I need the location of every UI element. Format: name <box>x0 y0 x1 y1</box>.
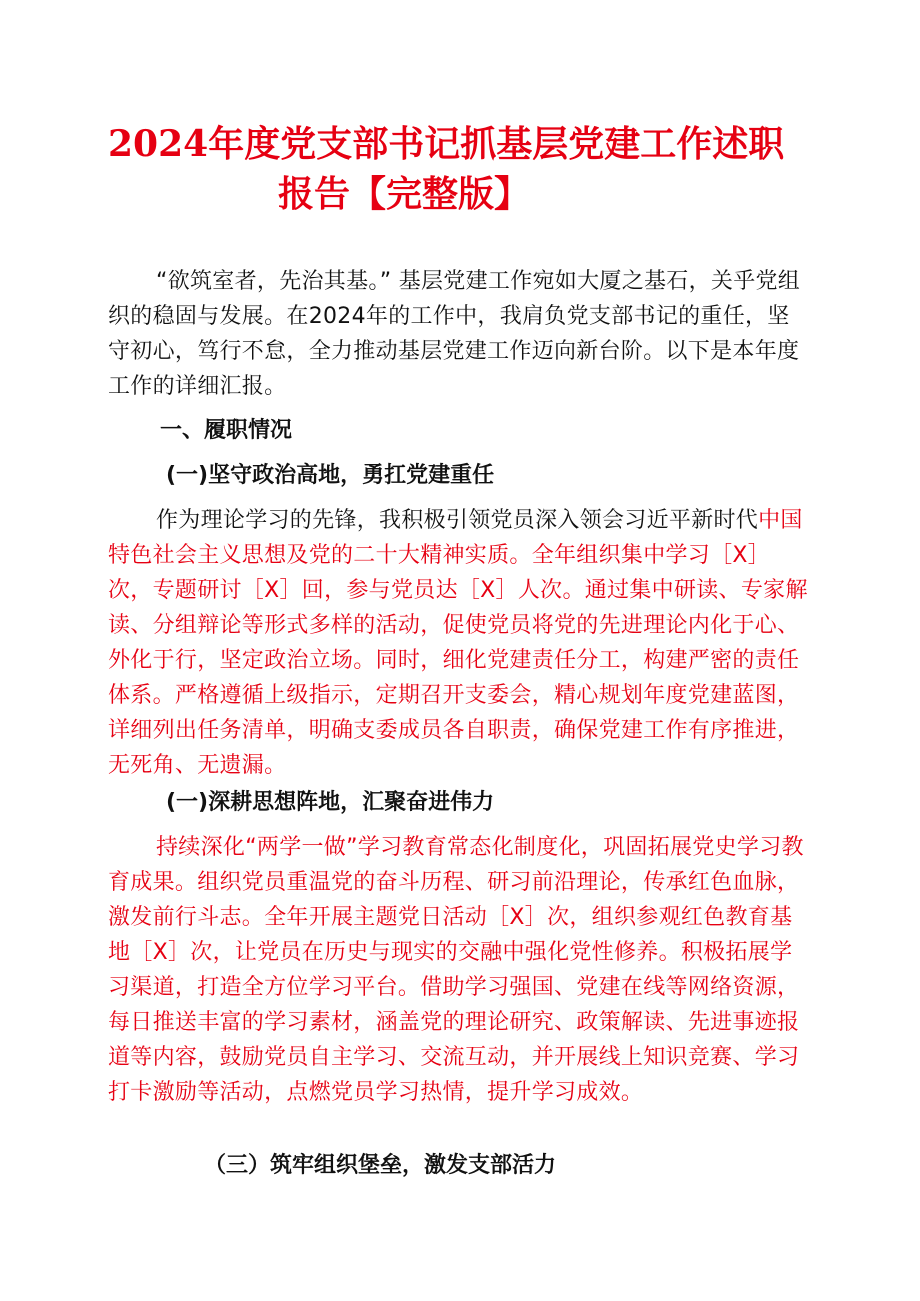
subsection-1-text-red: 中国特色社会主义思想及党的二十大精神实质。全年组织集中学习［X］次，专题研讨［X］回，参与党员达［X］人次。通过集中研读、专家解读、分组辩论等形式多样的活动，促使党员将党的先进理论内化于心、外化于行，坚定政治立场。同时，细化党建责任分工，构建严密的责任体系。严格遵循上级指示，定期召开支委会，精心规划年度党建蓝图，详细列出任务清单，明确支委成员各自职责，确保党建工作有序推进，无死角、无遗漏。 <box>108 508 808 778</box>
subsection-2-paragraph: 持续深化“两学一做”学习教育常态化制度化，巩固拓展党史学习教育成果。组织党员重温党的奋斗历程、研习前沿理论，传承红色血脉，激发前行斗志。全年开展主题党日活动［X］次，组织参观红色教育基地［X］次，让党员在历史与现实的交融中强化党性修养。积极拓展学习渠道，打造全方位学习平台。借助学习强国、党建在线等网络资源，每日推送丰富的学习素材，涵盖党的理论研究、政策解读、先进事迹报道等内容，鼓励党员自主学习、交流互动，并开展线上知识竞赛、学习打卡激励等活动，点燃党员学习热情，提升学习成效。 <box>108 835 804 1105</box>
subsection-1-paragraph <box>108 503 808 783</box>
subsection-heading-1: (一)坚守政治高地，勇扛党建重任 <box>166 463 495 488</box>
subsection-heading-3: （三）筑牢组织堡垒，激发支部活力 <box>204 1153 557 1178</box>
document-title-line1: 2024年度党支部书记抓基层党建工作述职 <box>108 123 785 165</box>
section-heading-1: 一、履职情况 <box>160 418 293 443</box>
document-title-line2: 报告【完整版】 <box>278 173 531 215</box>
intro-paragraph: “欲筑室者，先治其基。” 基层党建工作宛如大厦之基石，关乎党组织的稳固与发展。在2024年的工作中，我肩负党支部书记的重任，坚守初心，笃行不怠，全力推动基层党建工作迈向新台阶。以下是本年度工作的详细汇报。 <box>108 269 801 399</box>
subsection-1-text-black: 作为理论学习的先锋，我积极引领党员深入领会习近平新时代 <box>156 508 759 533</box>
subsection-heading-2: (一)深耕思想阵地，汇聚奋进伟力 <box>166 790 495 815</box>
